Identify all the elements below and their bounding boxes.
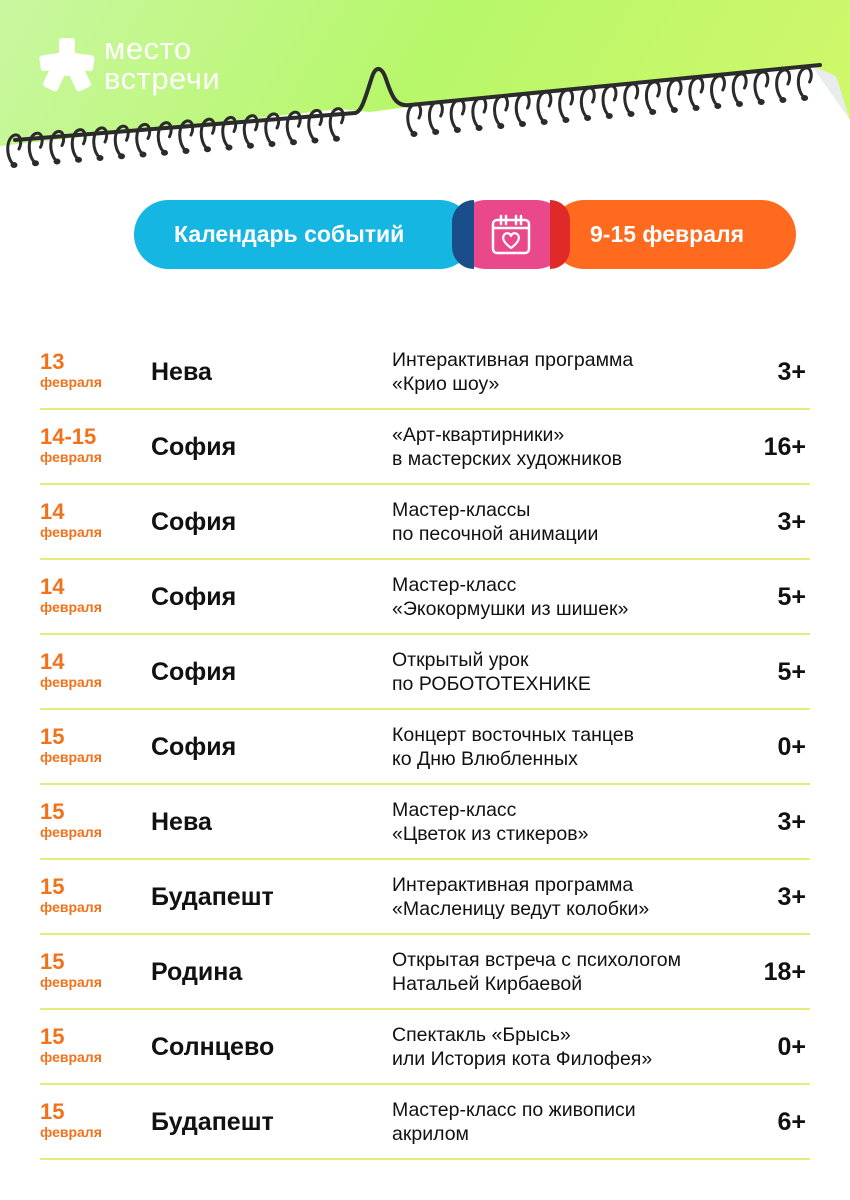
event-age-rating: 3+ [777, 883, 806, 911]
event-title [392, 648, 752, 696]
event-age-rating: 0+ [777, 733, 806, 761]
event-day: 15 [40, 724, 65, 749]
event-title-line-2: «Экокормушки из шишек» [392, 598, 629, 620]
calendar-label: Календарь событий [174, 221, 405, 247]
spiral-ring [408, 104, 421, 137]
event-title-line-1: Открытая встреча с психологом [392, 949, 682, 971]
event-row [40, 560, 810, 635]
event-title-line-2: акрилом [392, 1123, 469, 1145]
event-month: февраля [40, 1124, 102, 1140]
event-title [392, 1098, 752, 1146]
event-day: 14-15 [40, 424, 97, 449]
spiral-ring [798, 68, 811, 101]
spiral-binding [0, 55, 850, 185]
spiral-ring [451, 100, 464, 133]
event-month: февраля [40, 899, 102, 915]
event-title [392, 873, 752, 921]
spiral-ring [712, 76, 725, 109]
event-day: 15 [40, 874, 65, 899]
event-venue: Солнцево [151, 1033, 275, 1061]
spiral-ring [690, 78, 703, 111]
event-title [392, 723, 752, 771]
event-month: февраля [40, 749, 102, 765]
event-title [392, 423, 752, 471]
event-day: 15 [40, 1099, 65, 1124]
event-title [392, 948, 752, 996]
event-date [40, 425, 102, 465]
event-age-rating: 3+ [777, 508, 806, 536]
event-title-line-1: Открытый урок [392, 649, 529, 671]
event-row [40, 785, 810, 860]
event-title-line-1: Мастер-класс [392, 799, 517, 821]
event-title [392, 498, 752, 546]
event-month: февраля [40, 674, 102, 690]
event-date [40, 575, 102, 615]
event-date [40, 875, 102, 915]
event-venue: Будапешт [151, 883, 274, 911]
event-date [40, 1025, 102, 1065]
event-title-line-1: Мастер-класс [392, 574, 517, 596]
pill-overlap-right [550, 200, 570, 269]
event-date [40, 350, 102, 390]
event-title-line-1: Интерактивная программа [392, 349, 634, 371]
spiral-ring [755, 72, 768, 105]
event-title [392, 1023, 752, 1071]
event-row [40, 935, 810, 1010]
spiral-ring [603, 86, 616, 119]
calendar-label-pill [134, 200, 474, 269]
event-age-rating: 3+ [777, 358, 806, 386]
event-title-line-1: Спектакль «Брысь» [392, 1024, 571, 1046]
event-title-line-2: «Крио шоу» [392, 373, 500, 395]
event-day: 14 [40, 649, 65, 674]
event-day: 13 [40, 349, 65, 374]
event-age-rating: 6+ [777, 1108, 806, 1136]
calendar-heart-icon [489, 213, 533, 257]
event-month: февраля [40, 599, 102, 615]
event-row [40, 635, 810, 710]
event-month: февраля [40, 374, 102, 390]
event-venue: София [151, 433, 237, 461]
event-title-line-1: Мастер-класс по живописи [392, 1099, 636, 1121]
event-title-line-1: «Арт-квартирники» [392, 424, 565, 446]
spiral-ring [516, 94, 529, 127]
event-title [392, 348, 752, 396]
event-title-line-2: в мастерских художников [392, 448, 623, 470]
event-date [40, 650, 102, 690]
event-venue: Родина [151, 958, 243, 986]
event-row [40, 485, 810, 560]
event-venue: София [151, 583, 237, 611]
event-title-line-2: Натальей Кирбаевой [392, 973, 583, 995]
event-age-rating: 5+ [777, 583, 806, 611]
brand-line-2: встречи [104, 61, 221, 96]
event-row [40, 1085, 810, 1160]
event-age-rating: 5+ [777, 658, 806, 686]
event-venue: София [151, 658, 237, 686]
brand-line-1: место [104, 31, 192, 66]
spiral-ring [495, 96, 508, 129]
event-day: 14 [40, 574, 65, 599]
spiral-ring [560, 90, 573, 123]
event-row [40, 1010, 810, 1085]
spiral-ring [581, 88, 594, 121]
spiral-ring [429, 102, 442, 135]
event-day: 15 [40, 949, 65, 974]
spiral-ring [668, 80, 681, 113]
dates-label-pill [550, 200, 796, 269]
event-date [40, 725, 102, 765]
event-title-line-2: или История кота Филофея» [392, 1048, 653, 1070]
event-date [40, 500, 102, 540]
event-venue: Нева [151, 808, 212, 836]
event-month: февраля [40, 449, 102, 465]
event-title-line-2: по РОБОТОТЕХНИКЕ [392, 673, 591, 695]
event-date [40, 950, 102, 990]
event-title [392, 573, 752, 621]
event-date [40, 1100, 102, 1140]
event-month: февраля [40, 1049, 102, 1065]
event-title-line-2: ко Дню Влюбленных [392, 748, 578, 770]
event-day: 15 [40, 1024, 65, 1049]
event-month: февраля [40, 824, 102, 840]
events-list [40, 335, 810, 1160]
header-pills [134, 200, 796, 269]
event-row [40, 410, 810, 485]
event-day: 15 [40, 799, 65, 824]
pill-overlap-left [452, 200, 474, 269]
event-title-line-1: Концерт восточных танцев [392, 724, 634, 746]
spiral-ring [473, 98, 486, 131]
spiral-ring [777, 70, 790, 103]
event-title-line-2: по песочной анимации [392, 523, 599, 545]
event-venue: София [151, 733, 237, 761]
event-age-rating: 3+ [777, 808, 806, 836]
event-title-line-2: «Масленицу ведут колобки» [392, 898, 650, 920]
event-venue: Будапешт [151, 1108, 274, 1136]
event-age-rating: 16+ [763, 433, 806, 461]
event-title-line-2: «Цветок из стикеров» [392, 823, 589, 845]
event-row [40, 335, 810, 410]
event-age-rating: 0+ [777, 1033, 806, 1061]
spiral-ring [646, 82, 659, 115]
event-month: февраля [40, 974, 102, 990]
event-title-line-1: Интерактивная программа [392, 874, 634, 896]
spiral-rings [8, 68, 812, 168]
spiral-ring [538, 92, 551, 125]
event-date [40, 800, 102, 840]
spiral-ring [625, 84, 638, 117]
event-row [40, 860, 810, 935]
event-title-line-1: Мастер-классы [392, 499, 531, 521]
event-row [40, 710, 810, 785]
event-month: февраля [40, 524, 102, 540]
event-age-rating: 18+ [763, 958, 806, 986]
event-venue: Нева [151, 358, 212, 386]
event-venue: София [151, 508, 237, 536]
spiral-ring [733, 74, 746, 107]
event-title [392, 798, 752, 846]
event-day: 14 [40, 499, 65, 524]
dates-label: 9-15 февраля [590, 221, 745, 247]
